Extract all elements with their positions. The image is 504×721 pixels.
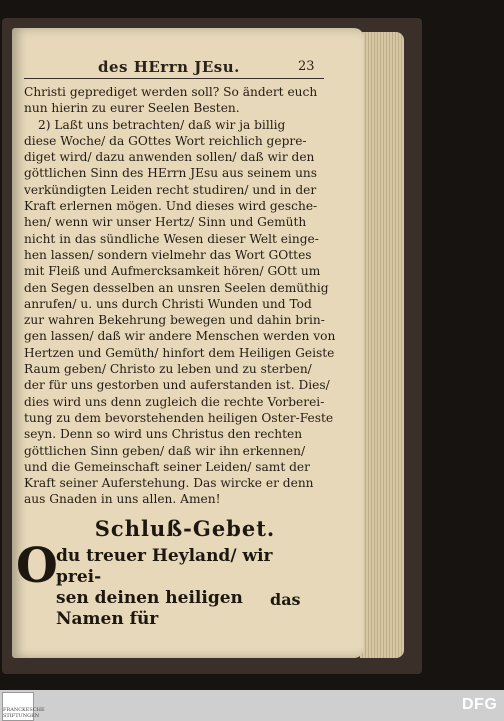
catchword: das [270, 590, 301, 609]
logo-text: FRANCKESCHE STIFTUNGEN [3, 707, 45, 719]
text-line: dies wird uns denn zugleich die rechte Vorberei- [24, 394, 325, 409]
text-line: verkündigten Leiden recht studiren/ und in der [24, 182, 317, 197]
text-line: 2) Laßt uns betrachten/ daß wir ja billig [38, 117, 286, 132]
text-line: Raum geben/ Christo zu leben und zu sterben/ [24, 362, 312, 377]
text-line: den Segen desselben an unsren Seelen demüthig [24, 280, 329, 295]
text-line: Kraft erlernen mögen. Und dieses wird gesche- [24, 199, 318, 214]
text-line: hen lassen/ sondern vielmehr das Wort GOttes [24, 247, 312, 262]
text-line: nun hierin zu eurer Seelen Besten. [24, 101, 240, 116]
header-rule [24, 78, 324, 79]
dfg-logo[interactable]: DFG [462, 696, 498, 713]
viewer-footer [0, 690, 504, 721]
text-line: Kraft seiner Auferstehung. Das wircke er denn [24, 476, 314, 491]
text-line: aus Gnaden in uns allen. Amen! [24, 492, 221, 507]
prayer-line: sen deinen heiligen Namen für [56, 588, 243, 629]
text-line: seyn. Denn so wird uns Christus den rechten [24, 427, 303, 442]
decorative-initial: O [16, 538, 58, 594]
text-line: nicht in das sündliche Wesen dieser Welt einge- [24, 231, 319, 246]
body-text [24, 84, 336, 508]
text-line: diese Woche/ da GOttes Wort reichlich gepre- [24, 133, 307, 148]
text-line: göttlichen Sinn des HErrn JEsu aus seinem uns [24, 166, 318, 181]
page-number: 23 [298, 59, 315, 74]
text-line: und die Gemeinschaft seiner Leiden/ samt der [24, 459, 310, 474]
running-title: des HErrn JEsu. [98, 58, 240, 76]
text-line: Hertzen und Gemüth/ hinfort dem Heiligen Geiste [24, 345, 335, 360]
text-line: der für uns gestorben und auferstanden ist. Dies/ [24, 378, 330, 393]
text-line: Christi geprediget werden soll? So ändert euch [24, 85, 318, 99]
text-line: zur wahren Bekehrung bewegen und dahin brin- [24, 313, 325, 328]
prayer-text [56, 546, 312, 630]
institution-logo[interactable] [2, 692, 45, 721]
prayer-title: Schluß-Gebet. [94, 516, 276, 541]
text-line: anrufen/ u. uns durch Christi Wunden und Tod [24, 296, 312, 311]
text-line: hen/ wenn wir unser Hertz/ Sinn und Gemüth [24, 215, 307, 230]
text-line: mit Fleiß und Aufmercksamkeit hören/ GOtt um [24, 264, 321, 279]
prayer-line: du treuer Heyland/ wir prei- [56, 546, 273, 587]
page-edges [360, 32, 404, 658]
text-line: diget wird/ dazu anwenden sollen/ daß wir den [24, 150, 315, 165]
text-line: göttlichen Sinn geben/ daß wir ihn erkennen/ [24, 443, 306, 458]
text-line: tung zu dem bevorstehenden heiligen Oster-Feste [24, 410, 334, 425]
text-line: gen lassen/ daß wir andere Menschen werden von [24, 329, 336, 344]
